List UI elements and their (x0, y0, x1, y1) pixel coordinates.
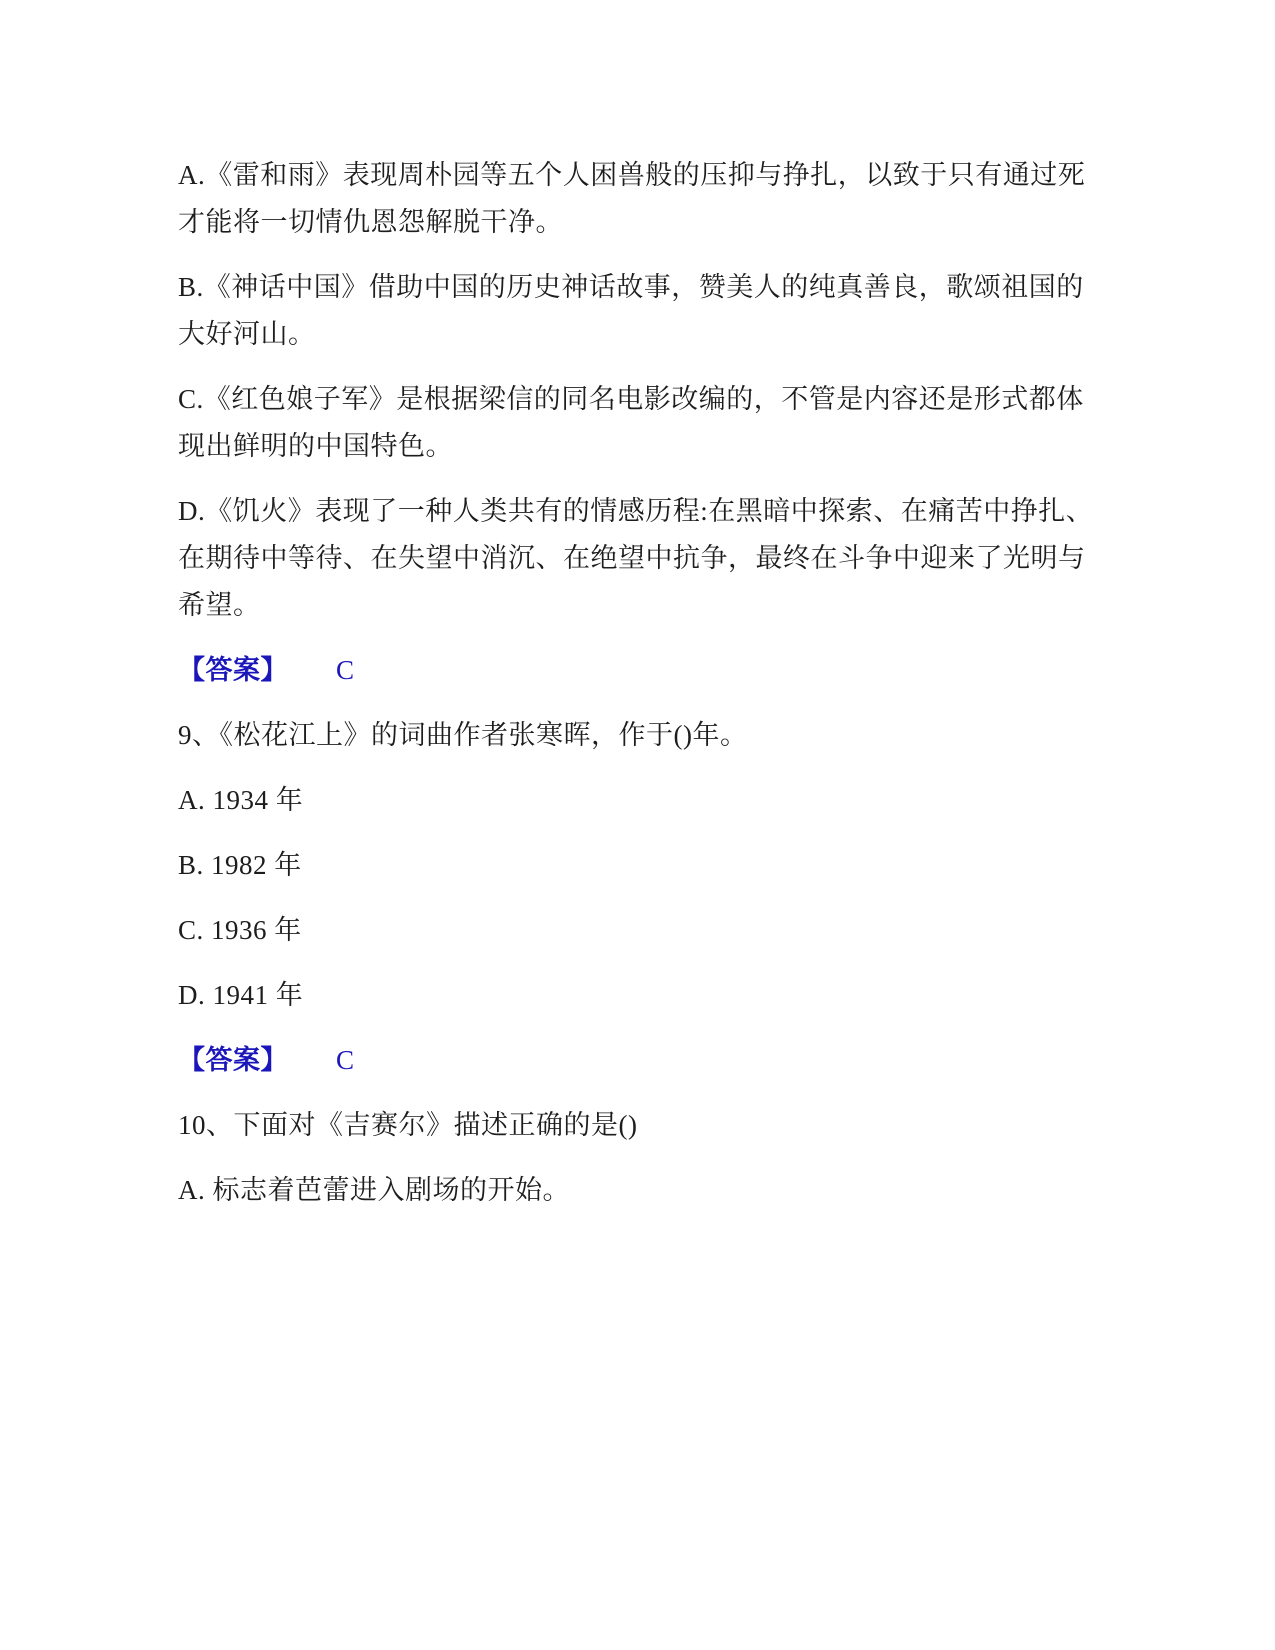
question8-answer-value: C (336, 655, 355, 685)
question8-option-c: C.《红色娘子军》是根据梁信的同名电影改编的，不管是内容还是形式都体现出鲜明的中国特色。 (178, 384, 1084, 461)
question9-answer-value: C (336, 1045, 355, 1075)
question8-answer-label: 【答案】 (178, 655, 288, 685)
question10-title: 10、下面对《吉赛尔》描述正确的是() (178, 1110, 638, 1140)
question9-option-b: B. 1982 年 (178, 850, 302, 880)
question8-option-d: D.《饥火》表现了一种人类共有的情感历程:在黑暗中探索、在痛苦中挣扎、在期待中等待、在失望中消沉、在绝望中抗争，最终在斗争中迎来了光明与希望。 (178, 496, 1094, 620)
question10-option-a: A. 标志着芭蕾进入剧场的开始。 (178, 1175, 570, 1205)
question9-option-a: A. 1934 年 (178, 785, 304, 815)
question8-answer-row (178, 647, 1095, 694)
question9-option-d: D. 1941 年 (178, 980, 304, 1010)
question9-answer-label: 【答案】 (178, 1045, 288, 1075)
question9-answer-row (178, 1037, 1095, 1084)
question8-option-a: A.《雷和雨》表现周朴园等五个人困兽般的压抑与挣扎，以致于只有通过死才能将一切情仇恩怨解脱干净。 (178, 160, 1086, 237)
question8-option-b: B.《神话中国》借助中国的历史神话故事，赞美人的纯真善良，歌颂祖国的大好河山。 (178, 272, 1084, 349)
question9-title: 9、《松花江上》的词曲作者张寒晖，作于()年。 (178, 720, 748, 750)
question9-option-c: C. 1936 年 (178, 915, 302, 945)
